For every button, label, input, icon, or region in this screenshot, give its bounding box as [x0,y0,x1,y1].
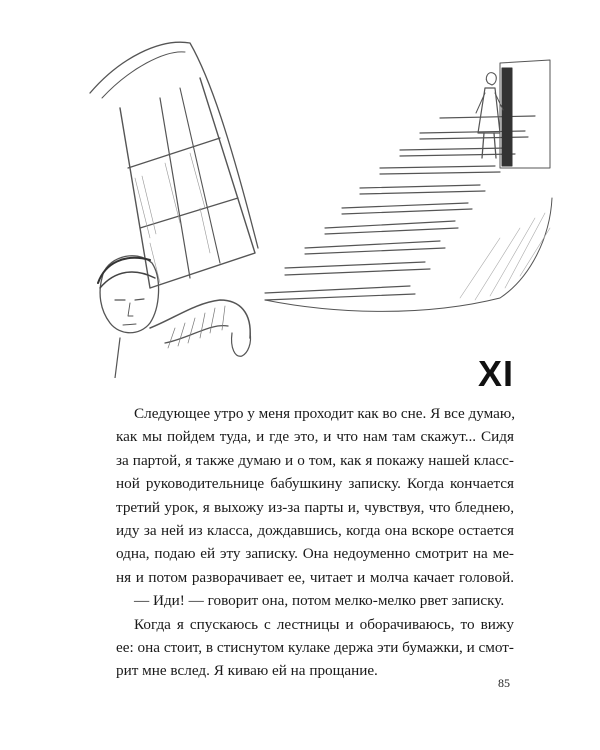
text-line: иду за ней из класса, дождавшись, когда она вскоре остается [116,522,514,540]
page-number: 85 [498,676,510,690]
text-line: ной руководительнице бабушкину записку. Когда кончается [116,475,514,493]
chapter-number: XI [477,353,514,394]
text-line: ее: она стоит, в стиснутом кулаке держа эти бумажки, и смот- [116,639,514,657]
text-line: Следующее утро у меня проходит как во сне. Я все думаю, [134,405,516,422]
text-line: за партой, я также думаю и о том, как я покажу нашей класс- [116,451,514,469]
chapter-text [116,402,514,683]
text-line: ня и потом разворачивает ее, читает и молча качает головой. [116,568,514,586]
text-line: третий урок, я выхожу из-за парты и, чувствуя, что бледнею, [116,498,514,516]
text-line: рит мне вслед. Я киваю ей на прощание. [116,662,378,680]
text-line: как мы пойдем туда, и где это, и что нам там скажут... Сидя [116,428,514,446]
text-line: одна, подаю ей эту записку. Она недоуменно смотрит на ме- [116,545,514,563]
chapter-illustration [80,38,560,378]
text-line: Когда я спускаюсь с лестницы и оборачиваюсь, то вижу [134,615,514,633]
text-line: — Иди! — говорит она, потом мелко-мелко рвет записку. [134,592,505,610]
